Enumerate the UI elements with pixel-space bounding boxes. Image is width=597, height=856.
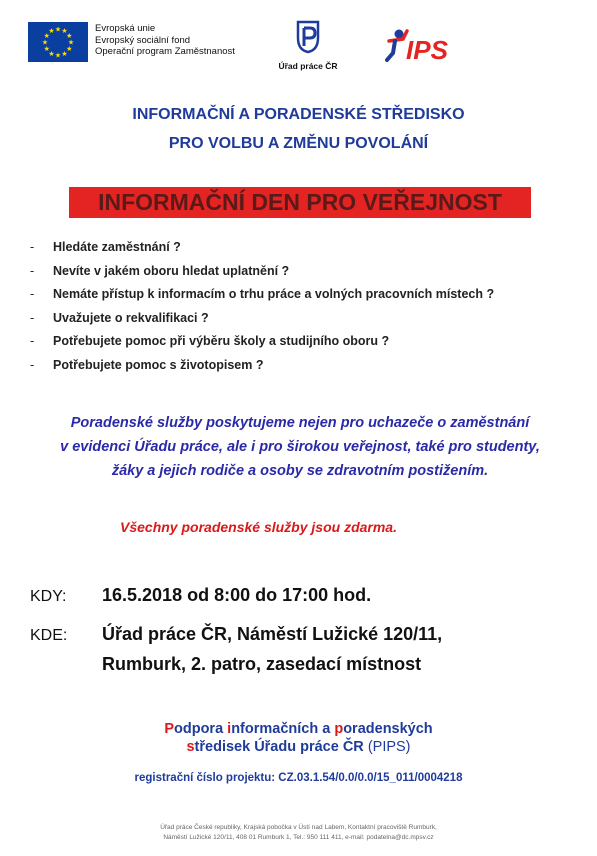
bullet-dash: -	[30, 240, 35, 254]
title-line-2: PRO VOLBU A ZMĚNU POVOLÁNÍ	[168, 135, 429, 152]
services-paragraph	[20, 411, 580, 483]
bullet-dash: -	[30, 334, 35, 348]
project-name	[0, 720, 597, 756]
project-initial: P	[164, 721, 174, 737]
list-item	[30, 260, 494, 284]
when-value: 16.5.2018 od 8:00 do 17:00 hod.	[102, 585, 372, 605]
eu-star-icon: ★	[67, 39, 75, 47]
project-word: odpora	[174, 721, 228, 737]
paragraph-line-1: Poradenské služby poskytujeme nejen pro uchazeče o zaměstnání	[70, 415, 530, 431]
eu-star-icon: ★	[61, 50, 68, 58]
when-label: KDY:	[30, 588, 67, 605]
eu-star-icon: ★	[43, 46, 50, 53]
question-text: Potřebujete pomoc při výběru školy a studijního oboru ?	[53, 334, 390, 348]
list-item	[30, 236, 494, 260]
eu-star-icon: ★	[48, 50, 55, 58]
eu-star-icon: ★	[43, 33, 50, 40]
project-initial: s	[186, 739, 195, 755]
question-text: Uvažujete o rekvalifikaci ?	[53, 310, 209, 325]
eu-line-1: Evropská unie	[95, 23, 156, 34]
urad-prace-logo	[276, 20, 340, 72]
eu-program-text	[95, 23, 235, 58]
eu-star-icon: ★	[54, 52, 62, 60]
project-line-2	[0, 738, 597, 756]
paragraph-line-2: v evidenci Úřadu práce, ale i pro širokou veřejnost, také pro studenty,	[60, 439, 540, 455]
ips-logo	[385, 27, 465, 63]
project-word: tředisek Úřadu práce ČR	[194, 739, 368, 755]
bullet-dash: -	[30, 263, 35, 278]
question-list	[30, 236, 494, 377]
eu-star-icon: ★	[41, 39, 49, 47]
footer-line-1: Úřad práce České republiky, Krajská pobočka v Ústí nad Labem, Kontaktní pracoviště Rumburk,	[160, 824, 437, 831]
list-item	[30, 330, 494, 354]
question-text: Nemáte přístup k informacím o trhu práce a volných pracovních místech ?	[53, 287, 495, 301]
bullet-dash: -	[30, 310, 35, 325]
eu-star-icon: ★	[66, 46, 73, 53]
list-item	[30, 307, 494, 331]
project-abbreviation: (PIPS)	[367, 739, 411, 755]
eu-star-icon: ★	[66, 33, 73, 40]
question-text: Nevíte v jakém oboru hledat uplatnění ?	[53, 263, 290, 278]
eu-star-icon: ★	[61, 28, 68, 36]
project-word: nformačních a	[231, 721, 335, 737]
project-initial: p	[334, 721, 344, 737]
ips-text: IPS	[406, 35, 448, 63]
eu-stars-icon	[28, 22, 88, 62]
question-text: Potřebujete pomoc s životopisem ?	[53, 357, 264, 372]
footer-line-2: Náměstí Lužické 120/11, 408 01 Rumburk 1, Tel.: 950 111 411, e-mail: podatelna@dc.mpsv.cz	[163, 833, 434, 841]
urad-prace-emblem-icon	[294, 20, 322, 54]
list-item	[30, 283, 494, 307]
paragraph-line-3: žáky a jejich rodiče a osoby se zdravotním postižením.	[111, 463, 489, 479]
list-item	[30, 354, 494, 378]
question-text: Hledáte zaměstnání ?	[53, 240, 181, 254]
eu-star-icon: ★	[48, 28, 55, 36]
eu-line-3: Operační program Zaměstnanost	[95, 46, 235, 57]
where-line-2: Rumburk, 2. patro, zasedací místnost	[102, 654, 422, 674]
project-word: oradenských	[343, 721, 433, 737]
free-services-note: Všechny poradenské služby jsou zdarma.	[120, 519, 397, 535]
registration-number: registrační číslo projektu: CZ.03.1.54/0.0/0.0/15_011/0004218	[134, 772, 463, 784]
eu-star-icon: ★	[54, 26, 62, 34]
project-initial: i	[227, 721, 232, 737]
event-banner: INFORMAČNÍ DEN PRO VEŘEJNOST	[69, 187, 531, 218]
ips-figure-icon	[385, 27, 465, 63]
urad-prace-caption: Úřad práce ČR	[278, 61, 338, 71]
where-label: KDE:	[30, 627, 68, 644]
footer	[0, 823, 597, 842]
project-line-1	[0, 720, 597, 738]
eu-flag-logo	[28, 22, 88, 62]
bullet-dash: -	[30, 287, 35, 301]
where-line-1: Úřad práce ČR, Náměstí Lužické 120/11,	[102, 624, 443, 644]
bullet-dash: -	[30, 357, 35, 372]
title-line-1: INFORMAČNÍ A PORADENSKÉ STŘEDISKO	[132, 106, 465, 123]
eu-line-2: Evropský sociální fond	[95, 34, 191, 46]
